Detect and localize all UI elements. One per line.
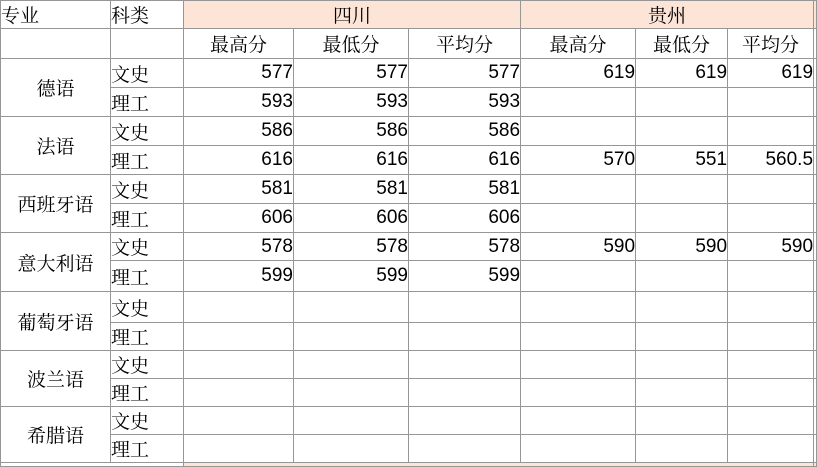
edge-spacer [814,29,817,59]
score-cell[interactable] [636,435,728,463]
score-cell[interactable] [184,379,294,407]
score-cell[interactable] [636,407,728,435]
score-cell[interactable] [728,292,814,323]
score-cell[interactable] [294,435,409,463]
score-cell[interactable] [409,435,521,463]
score-cell[interactable]: 577 [184,59,294,88]
major-cell[interactable]: 希腊语 [1,407,111,463]
score-cell[interactable] [636,175,728,204]
score-cell[interactable] [184,351,294,379]
score-cell[interactable] [636,323,728,351]
category-cell[interactable]: 理工 [111,88,184,117]
major-cell[interactable]: 西班牙语 [1,175,111,233]
score-cell[interactable] [409,379,521,407]
category-cell[interactable]: 文史 [111,292,184,323]
score-cell[interactable] [728,379,814,407]
score-cell[interactable] [728,117,814,146]
score-cell[interactable] [521,407,636,435]
score-cell[interactable]: 581 [184,175,294,204]
category-cell[interactable]: 文史 [111,233,184,261]
category-cell[interactable]: 理工 [111,261,184,292]
metric-header-cell-sichuan-max[interactable]: 最高分 [184,29,294,59]
category-cell[interactable]: 文史 [111,117,184,146]
edge-spacer [814,175,817,204]
score-cell[interactable] [409,407,521,435]
table-row [1,261,817,292]
major-cell[interactable]: 葡萄牙语 [1,292,111,351]
score-cell[interactable] [521,379,636,407]
edge-spacer [814,88,817,117]
table-row [1,88,817,117]
metric-header-cell-sichuan-avg[interactable]: 平均分 [409,29,521,59]
table-row [1,351,817,379]
category-cell[interactable]: 理工 [111,146,184,175]
score-cell[interactable] [728,435,814,463]
score-cell[interactable]: 560.5 [728,146,814,175]
category-cell[interactable]: 理工 [111,204,184,233]
score-cell[interactable]: 616 [409,146,521,175]
score-cell[interactable]: 578 [294,233,409,261]
score-cell[interactable] [294,292,409,323]
score-cell[interactable]: 581 [294,175,409,204]
edge-spacer [814,351,817,379]
score-cell[interactable] [728,407,814,435]
edge-spacer [814,435,817,463]
score-cell[interactable]: 586 [184,117,294,146]
major-cell[interactable]: 法语 [1,117,111,175]
score-cell[interactable] [521,435,636,463]
edge-spacer [814,146,817,175]
score-cell[interactable]: 578 [184,233,294,261]
score-cell[interactable] [636,204,728,233]
score-cell[interactable] [636,351,728,379]
score-cell[interactable]: 606 [409,204,521,233]
major-cell[interactable]: 德语 [1,59,111,117]
score-cell[interactable] [294,379,409,407]
edge-spacer [814,407,817,435]
score-cell[interactable] [409,351,521,379]
score-cell[interactable] [521,261,636,292]
province-sichuan-header-cell[interactable]: 四川 [184,1,521,29]
score-cell[interactable]: 581 [409,175,521,204]
score-cell[interactable]: 616 [184,146,294,175]
score-cell[interactable]: 570 [521,146,636,175]
category-header-cell[interactable]: 科类 [111,1,184,29]
score-cell[interactable]: 599 [409,261,521,292]
edge-spacer [814,379,817,407]
score-cell[interactable] [521,204,636,233]
edge-spacer [814,261,817,292]
score-cell[interactable] [409,323,521,351]
score-cell[interactable]: 593 [409,88,521,117]
score-cell[interactable] [636,261,728,292]
score-cell[interactable]: 578 [409,233,521,261]
score-cell[interactable] [521,88,636,117]
score-cell[interactable]: 577 [409,59,521,88]
edge-spacer [814,292,817,323]
score-cell[interactable]: 590 [521,233,636,261]
score-cell[interactable] [636,379,728,407]
score-cell[interactable] [521,117,636,146]
edge-spacer [814,117,817,146]
category-cell[interactable]: 文史 [111,407,184,435]
score-cell[interactable]: 593 [184,88,294,117]
category-cell[interactable]: 理工 [111,379,184,407]
edge-spacer [814,204,817,233]
table-row [1,323,817,351]
major-cell[interactable]: 波兰语 [1,351,111,407]
score-cell[interactable] [294,323,409,351]
score-cell[interactable] [521,175,636,204]
score-cell[interactable] [184,323,294,351]
province-header-row [1,1,817,29]
metric-header-cell-guizhou-max[interactable]: 最高分 [521,29,636,59]
table-row [1,292,817,323]
score-cell[interactable]: 606 [184,204,294,233]
score-cell[interactable]: 590 [636,233,728,261]
empty-header-cell[interactable] [111,29,184,59]
score-cell[interactable] [728,88,814,117]
score-cell[interactable] [294,351,409,379]
score-cell[interactable]: 619 [728,59,814,88]
edge-spacer [814,59,817,88]
score-cell[interactable]: 619 [521,59,636,88]
score-cell[interactable]: 593 [294,88,409,117]
score-cell[interactable]: 586 [409,117,521,146]
score-cell[interactable] [184,407,294,435]
score-cell[interactable]: 599 [184,261,294,292]
score-cell[interactable] [184,435,294,463]
score-cell[interactable] [184,292,294,323]
cutoff-row-header-fill-cell [184,463,814,467]
cutoff-next-section-row [1,463,817,467]
score-cell[interactable]: 616 [294,146,409,175]
score-cell[interactable] [728,261,814,292]
cutoff-row-left-cell [1,463,184,467]
metric-header-cell-sichuan-min[interactable]: 最低分 [294,29,409,59]
edge-spacer [814,1,817,29]
score-cell[interactable] [409,292,521,323]
score-cell[interactable] [521,351,636,379]
table-row [1,175,817,204]
score-cell[interactable] [294,407,409,435]
score-cell[interactable] [728,204,814,233]
major-cell[interactable]: 意大利语 [1,233,111,292]
table-row [1,59,817,88]
province-guizhou-header-cell[interactable]: 贵州 [521,1,814,29]
edge-spacer [814,233,817,261]
edge-spacer [814,463,817,467]
score-cell[interactable] [636,88,728,117]
table-row [1,435,817,463]
score-cell[interactable] [636,117,728,146]
score-cell[interactable] [521,323,636,351]
table-row [1,117,817,146]
category-cell[interactable]: 文史 [111,351,184,379]
score-cell[interactable] [636,292,728,323]
table-row [1,204,817,233]
table-row [1,407,817,435]
score-cell[interactable]: 606 [294,204,409,233]
category-cell[interactable]: 文史 [111,175,184,204]
table-row [1,146,817,175]
major-header-cell[interactable]: 专业 [1,1,111,29]
table-row [1,233,817,261]
table-row [1,379,817,407]
empty-header-cell[interactable] [1,29,111,59]
score-cell[interactable]: 551 [636,146,728,175]
category-cell[interactable]: 理工 [111,323,184,351]
category-cell[interactable]: 文史 [111,59,184,88]
category-cell[interactable]: 理工 [111,435,184,463]
score-cell[interactable]: 577 [294,59,409,88]
metric-header-cell-guizhou-avg[interactable]: 平均分 [728,29,814,59]
score-cell[interactable] [521,292,636,323]
edge-spacer [814,323,817,351]
score-cell[interactable]: 599 [294,261,409,292]
score-cell[interactable] [728,351,814,379]
score-cell[interactable] [728,323,814,351]
metric-header-cell-guizhou-min[interactable]: 最低分 [636,29,728,59]
score-cell[interactable]: 590 [728,233,814,261]
score-cell[interactable] [728,175,814,204]
score-cell[interactable]: 586 [294,117,409,146]
metric-header-row [1,29,817,59]
score-cell[interactable]: 619 [636,59,728,88]
